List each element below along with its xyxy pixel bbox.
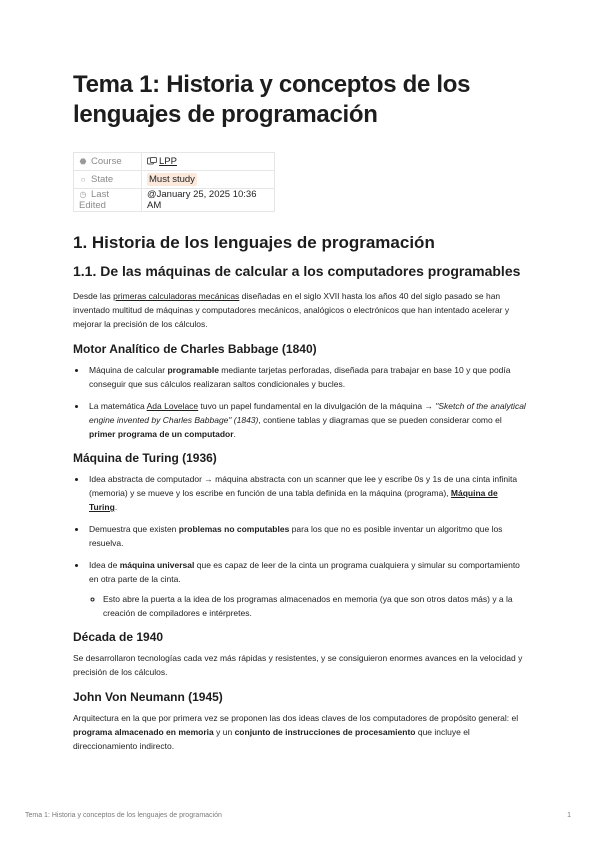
course-page-icon bbox=[147, 157, 157, 165]
list-item: • La matemática Ada Lovelace tuvo un papel fundamental en la divulgación de la máquina → "Sketch of the analytical engine invented by Charles Babbage" (1843), contiene tablas y diagramas que se pueden considerar como el primer programa de un computador. bbox=[87, 399, 527, 441]
calculadoras-link[interactable]: primeras calculadoras mecánicas bbox=[113, 291, 240, 301]
cube-icon: ⬣ bbox=[79, 157, 87, 166]
property-row-course bbox=[74, 153, 275, 171]
heading-von-neumann: John Von Neumann (1945) bbox=[73, 690, 223, 704]
heading-turing: Máquina de Turing (1936) bbox=[73, 451, 217, 465]
intro-paragraph: Desde las primeras calculadoras mecánicas diseñadas en el siglo XVII hasta los años 40 del siglo pasado se han inventado multitud de máquinas y computadores mecánicos, analógicos o electrónicos que han intentado acelerar y mejorar la precisión de los cálculos. bbox=[73, 291, 510, 329]
list-item: • Demuestra que existen problemas no computables para los que no es posible inventar un algoritmo que los resuelva. bbox=[87, 522, 527, 550]
property-value-last-edited: @January 25, 2025 10:36 AM bbox=[142, 189, 275, 212]
ada-lovelace-link[interactable]: Ada Lovelace bbox=[146, 401, 199, 411]
page-title-line-1: Tema 1: Historia y conceptos de los bbox=[73, 71, 471, 98]
turing-sublist bbox=[89, 592, 527, 620]
page-title-line-2: lenguajes de programación bbox=[73, 101, 378, 128]
heading-decada-1940: Década de 1940 bbox=[73, 630, 164, 644]
page-number: 1 bbox=[567, 812, 571, 819]
state-tag[interactable]: Must study bbox=[149, 174, 195, 185]
list-item: • Máquina de calcular programable mediante tarjetas perforadas, diseñada para trabajar en base 10 y que podía conseguir que sus cálculos realizaran saltos condicionales y bucles. bbox=[87, 363, 527, 391]
property-value-state bbox=[142, 171, 275, 189]
property-key-course: ⬣ Course bbox=[74, 153, 142, 171]
property-row-last-edited bbox=[74, 189, 275, 212]
section-heading-1-1: 1.1. De las máquinas de calcular a los computadores programables bbox=[73, 263, 521, 279]
babbage-list bbox=[73, 363, 527, 441]
clock-icon: ◷ bbox=[79, 190, 87, 199]
maquina-turing-link[interactable]: Máquina de Turing bbox=[89, 488, 498, 512]
status-circle-icon: ○ bbox=[80, 175, 86, 184]
properties-table bbox=[73, 152, 275, 212]
page-title bbox=[73, 70, 527, 130]
property-row-state bbox=[74, 171, 275, 189]
document-page bbox=[73, 70, 527, 763]
course-link[interactable]: LPP bbox=[159, 156, 177, 167]
footer-title: Tema 1: Historia y conceptos de los lenguajes de programación bbox=[25, 812, 222, 819]
property-key-state: ○ State bbox=[74, 171, 142, 189]
turing-list bbox=[73, 472, 527, 620]
page-footer bbox=[25, 812, 575, 819]
list-item: • Idea abstracta de computador → máquina abstracta con un scanner que lee y escribe 0s y 1s de una cinta infinita (memoria) y se mueve y los escribe en función de una tabla definida en la máquina (programa), Máquina de Turing. bbox=[87, 472, 527, 514]
list-item: ◦ Esto abre la puerta a la idea de los programas almacenados en memoria (ya que son otros datos más) y a la creación de compiladores e intérpretes. bbox=[103, 592, 527, 620]
section-heading-1: 1. Historia de los lenguajes de programación bbox=[73, 233, 435, 252]
heading-babbage: Motor Analítico de Charles Babbage (1840) bbox=[73, 342, 317, 356]
von-neumann-paragraph: Arquitectura en la que por primera vez se proponen las dos ideas claves de los computadores de propósito general: el programa almacenado en memoria y un conjunto de instrucciones de procesamiento que incluye el direccionamiento indirecto. bbox=[73, 713, 519, 751]
property-key-last-edited: ◷ Last Edited bbox=[74, 189, 142, 212]
property-value-course bbox=[142, 153, 275, 171]
list-item: • Idea de máquina universal que es capaz de leer de la cinta un programa cualquiera y simular su comportamiento en otra parte de la cinta. ◦ Esto abre la puerta a la idea de los programas almacenados en memoria (ya que son otros datos más) y a la creación de compiladores e intérpretes. bbox=[87, 558, 527, 620]
decada-paragraph: Se desarrollaron tecnologías cada vez más rápidas y resistentes, y se consiguieron enormes avances en la velocidad y precisión de los cálculos. bbox=[73, 653, 523, 677]
